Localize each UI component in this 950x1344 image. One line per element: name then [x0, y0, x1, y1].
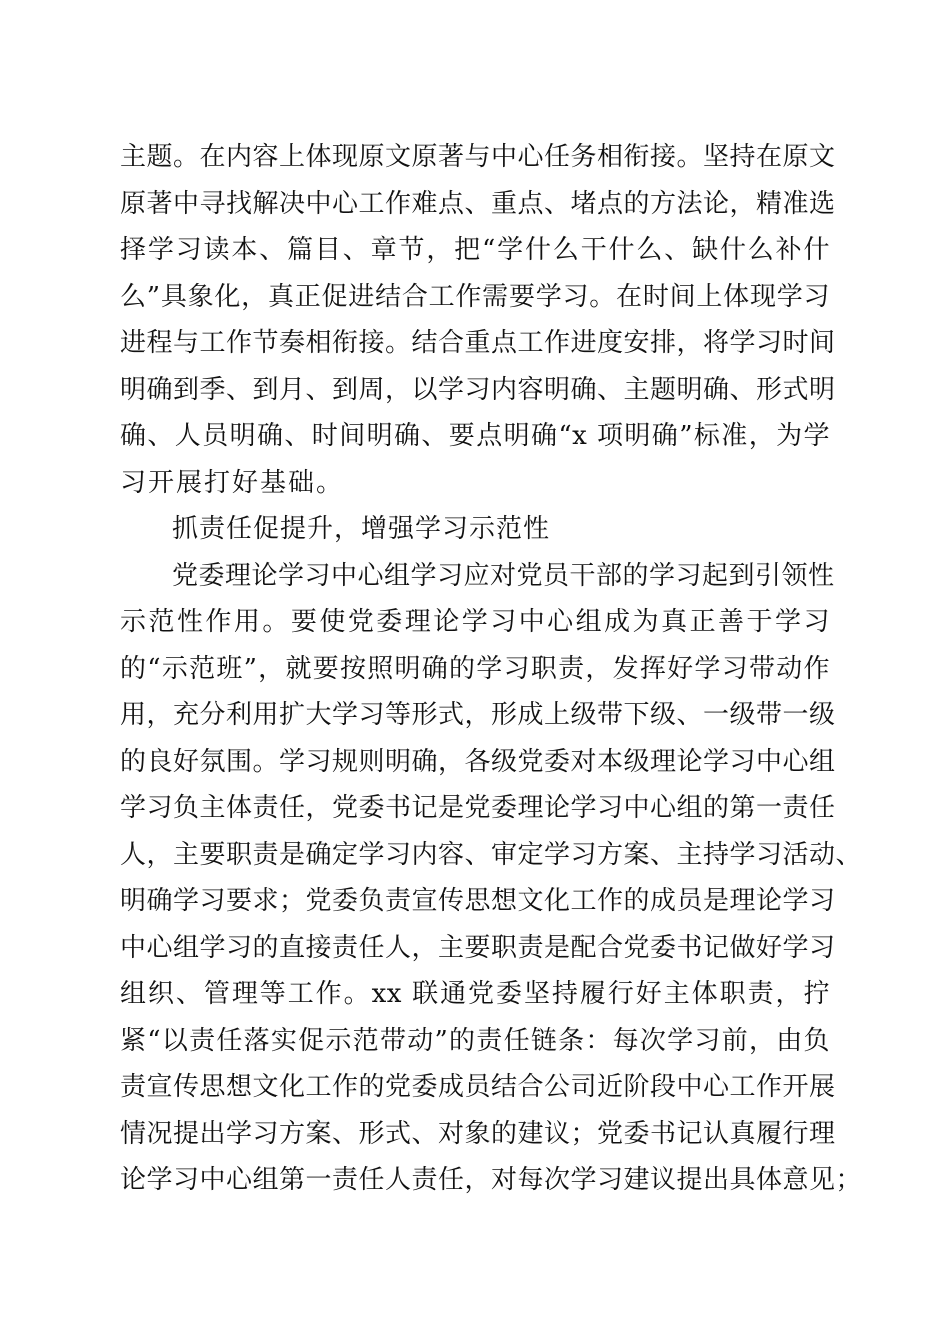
- paragraph-line: 的良好氛围。学习规则明确，各级党委对本级理论学习中心组: [120, 746, 836, 777]
- paragraph-line: 择学习读本、篇目、章节，把“学什么干什么、缺什么补什: [120, 235, 830, 265]
- paragraph-line: 主题。在内容上体现原文原著与中心任务相衔接。坚持在原文: [120, 142, 836, 172]
- paragraph-line: 示范性作用。要使党委理论学习中心组成为真正善于学习: [120, 607, 830, 637]
- paragraph-line: 责宣传思想文化工作的党委成员结合公司近阶段中心工作开展: [120, 1072, 836, 1102]
- paragraph-line: 明确学习要求；党委负责宣传思想文化工作的成员是理论学习: [120, 886, 836, 916]
- paragraph-line: 明确到季、到月、到周，以学习内容明确、主题明确、形式明: [120, 374, 836, 405]
- paragraph-line: 人，主要职责是确定学习内容、审定学习方案、主持学习活动、: [120, 839, 863, 870]
- document-body: [120, 134, 863, 1204]
- paragraph-line: 中心组学习的直接责任人，主要职责是配合党委书记做好学习: [120, 932, 836, 963]
- paragraph-line: 组织、管理等工作。xx 联通党委坚持履行好主体职责，拧: [120, 979, 830, 1009]
- paragraph-line: 情况提出学习方案、形式、对象的建议；党委书记认真履行理: [120, 1118, 836, 1149]
- paragraph-line: 的“示范班”，就要按照明确的学习职责，发挥好学习带动作: [120, 653, 830, 684]
- paragraph-line: 原著中寻找解决中心工作难点、重点、堵点的方法论，精准选: [120, 188, 836, 219]
- paragraph-line: 紧“以责任落实促示范带动”的责任链条：每次学习前，由负: [120, 1025, 830, 1056]
- paragraph-line: 用，充分利用扩大学习等形式，形成上级带下级、一级带一级: [120, 700, 836, 730]
- paragraph-line: 习开展打好基础。: [120, 467, 345, 498]
- paragraph-2: [120, 553, 863, 1204]
- paragraph-line: 论学习中心组第一责任人责任，对每次学习建议提出具体意见；: [120, 1165, 863, 1195]
- heading-text: 抓责任促提升，增强学习示范性: [172, 514, 551, 544]
- paragraph-line: 学习负主体责任，党委书记是党委理论学习中心组的第一责任: [120, 793, 836, 823]
- paragraph-line: 确、人员明确、时间明确、要点明确“x 项明确”标准，为学: [120, 421, 830, 451]
- section-heading: [120, 506, 830, 553]
- paragraph-line: 党委理论学习中心组学习应对党员干部的学习起到引领性: [172, 560, 835, 591]
- paragraph-line: 进程与工作节奏相衔接。结合重点工作进度安排，将学习时间: [120, 328, 836, 358]
- paragraph-1: [120, 134, 836, 506]
- paragraph-line: 么”具象化，真正促进结合工作需要学习。在时间上体现学习: [120, 281, 830, 312]
